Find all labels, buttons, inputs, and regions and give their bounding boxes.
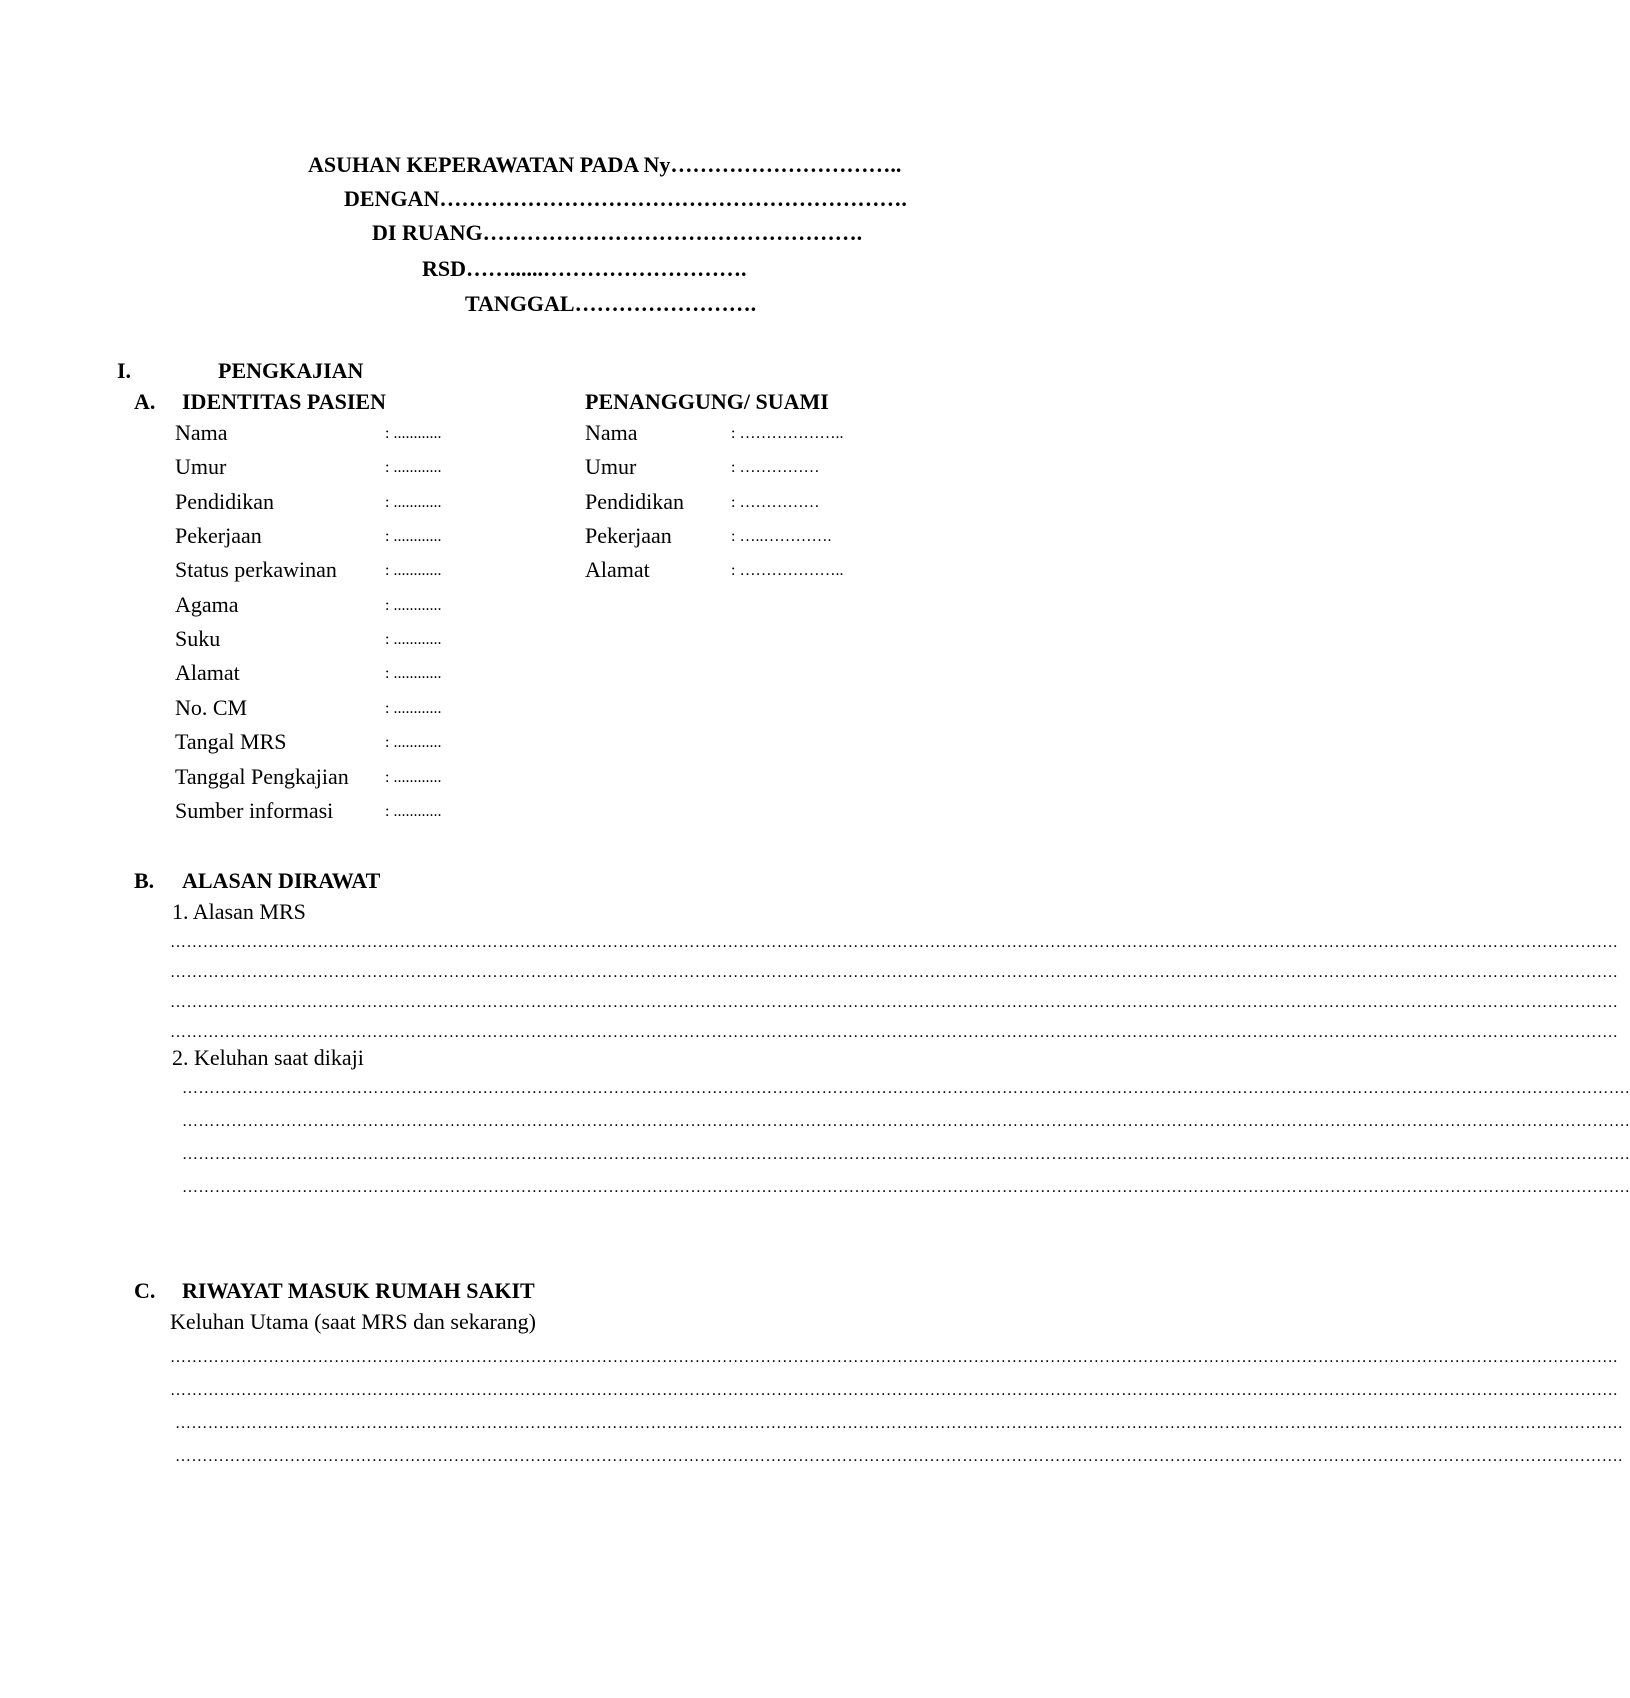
dotted-line: …………………………………………………………………………………………………………………………………………………………………………………………………………………………………………. — [170, 1024, 1618, 1041]
section-a-letter: A. — [134, 389, 156, 414]
dotted-line: …………………………………………………………………………………………………………………………………………………………………………………………………………………………………………. — [170, 994, 1618, 1011]
section-b-title: ALASAN DIRAWAT — [182, 868, 381, 893]
section-i-title: PENGKAJIAN — [218, 358, 364, 383]
dotted-line: …………………………………………………………………………………………………………………………………………………………………………………………………………………………………………. — [182, 1113, 1630, 1130]
field-value: : …………… — [731, 459, 820, 476]
header-line-1: ASUHAN KEPERAWATAN PADA Ny………………………….. — [308, 152, 902, 177]
field-label: Nama — [585, 420, 638, 445]
field-value: : ……………….. — [731, 562, 844, 579]
field-label: Alamat — [175, 660, 240, 685]
field-value: : ……………….. — [731, 425, 844, 442]
field-label: Pendidikan — [585, 489, 684, 514]
section-b-letter: B. — [134, 868, 155, 893]
field-value: : ............ — [385, 769, 442, 786]
dotted-line: …………………………………………………………………………………………………………………………………………………………………………………………………………………………………………. — [170, 934, 1618, 951]
dotted-line: …………………………………………………………………………………………………………………………………………………………………………………………………………………………………………. — [182, 1179, 1630, 1196]
header-line-2: DENGAN………………………………………………………. — [344, 186, 907, 211]
dotted-line: …………………………………………………………………………………………………………………………………………………………………………………………………………………………………………. — [170, 1349, 1618, 1366]
field-label: Umur — [175, 454, 227, 479]
field-value: : ............ — [385, 562, 442, 579]
field-value: : ............ — [385, 425, 442, 442]
dotted-line: …………………………………………………………………………………………………………………………………………………………………………………………………………………………………………. — [182, 1146, 1630, 1163]
section-c-title: RIWAYAT MASUK RUMAH SAKIT — [182, 1278, 535, 1303]
dotted-line: …………………………………………………………………………………………………………………………………………………………………………………………………………………………………………. — [170, 964, 1618, 981]
section-c-letter: C. — [134, 1278, 156, 1303]
header-line-5: TANGGAL……………………. — [465, 291, 757, 316]
header-line-4: RSD……......………………………. — [422, 256, 747, 281]
field-value: : ............ — [385, 665, 442, 682]
field-value: : …………… — [731, 494, 820, 511]
field-value: : ............ — [385, 734, 442, 751]
field-value: : ............ — [385, 700, 442, 717]
field-label: No. CM — [175, 695, 248, 720]
keluhan-dikaji-label: 2. Keluhan saat dikaji — [172, 1045, 364, 1070]
penanggung-title: PENANGGUNG/ SUAMI — [585, 389, 829, 414]
field-label: Suku — [175, 626, 221, 651]
field-value: : …..…………. — [731, 528, 832, 545]
field-label: Nama — [175, 420, 228, 445]
dotted-line: …………………………………………………………………………………………………………………………………………………………………………………………………………………………………………. — [170, 1382, 1618, 1399]
field-value: : ............ — [385, 494, 442, 511]
field-value: : ............ — [385, 631, 442, 648]
field-label: Agama — [175, 592, 239, 617]
field-label: Alamat — [585, 557, 650, 582]
dotted-line: …………………………………………………………………………………………………………………………………………………………………………………………………………………………………………. — [175, 1415, 1623, 1432]
field-label: Pekerjaan — [585, 523, 672, 548]
section-i-number: I. — [117, 358, 132, 383]
dotted-line: …………………………………………………………………………………………………………………………………………………………………………………………………………………………………………. — [175, 1448, 1623, 1465]
dotted-line: …………………………………………………………………………………………………………………………………………………………………………………………………………………………………………. — [182, 1080, 1630, 1097]
field-value: : ............ — [385, 597, 442, 614]
field-label: Umur — [585, 454, 637, 479]
field-label: Status perkawinan — [175, 557, 337, 582]
field-value: : ............ — [385, 528, 442, 545]
field-value: : ............ — [385, 803, 442, 820]
header-line-3: DI RUANG……………………………………………. — [372, 220, 863, 245]
field-label: Pendidikan — [175, 489, 274, 514]
field-label: Pekerjaan — [175, 523, 262, 548]
keluhan-utama-label: Keluhan Utama (saat MRS dan sekarang) — [170, 1309, 536, 1334]
alasan-mrs-label: 1. Alasan MRS — [172, 899, 306, 924]
field-label: Tangal MRS — [175, 729, 287, 754]
field-label: Tanggal Pengkajian — [175, 764, 349, 789]
section-a-title: IDENTITAS PASIEN — [182, 389, 386, 414]
field-label: Sumber informasi — [175, 798, 334, 823]
field-value: : ............ — [385, 459, 442, 476]
